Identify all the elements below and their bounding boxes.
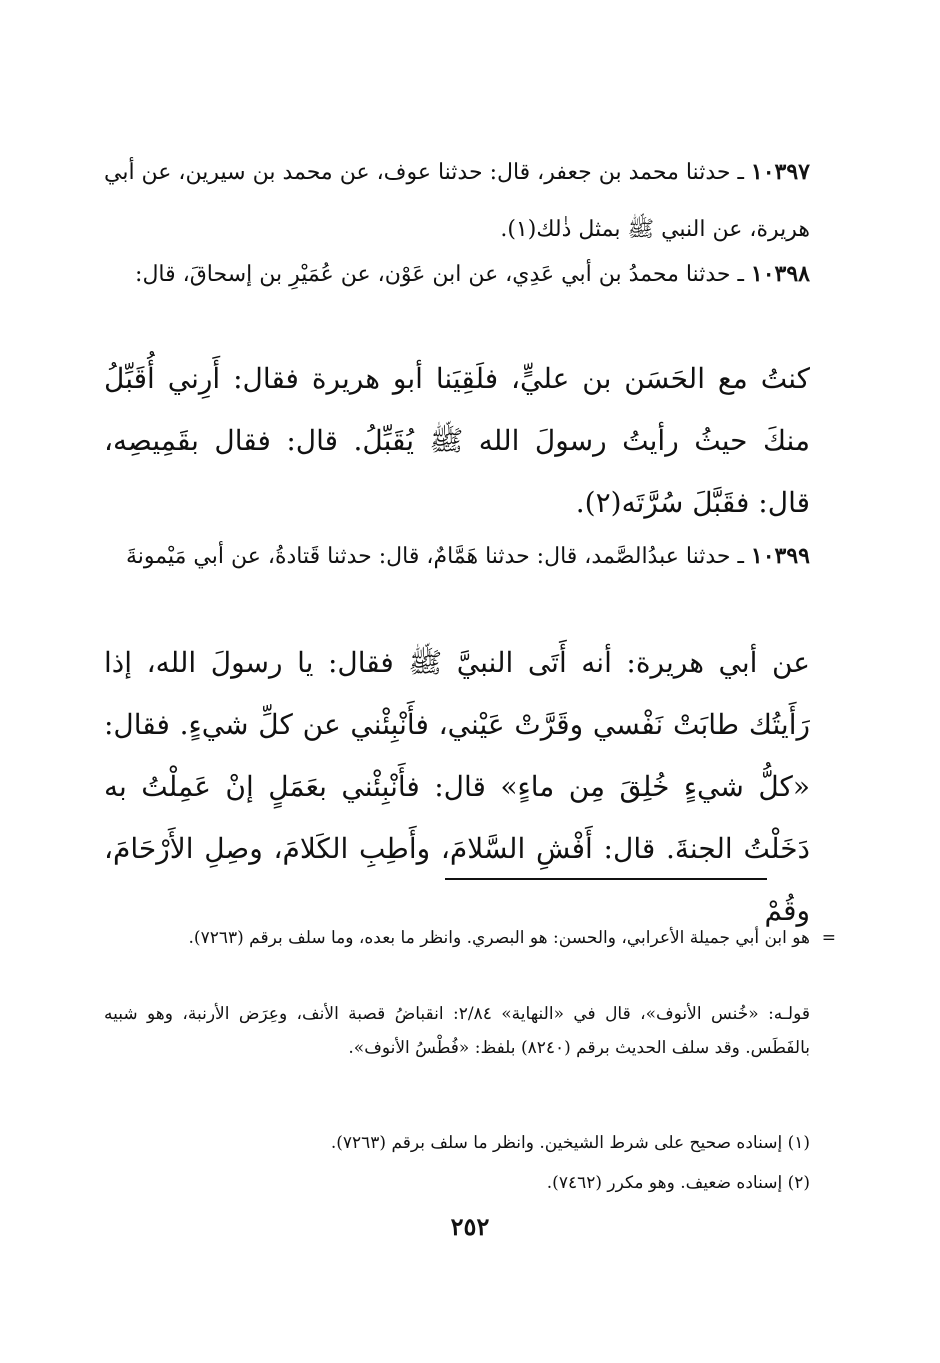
continuation-mark: = bbox=[821, 928, 836, 948]
hadith-text: ـ حدثنا محمد بن جعفر، قال: حدثنا عوف، عن محمد بن سيرين، عن أبي هريرة، عن النبي ﷺ بمثل ذٰلك(١). bbox=[103, 160, 810, 242]
hadith-number: ١٠٣٩٩ bbox=[750, 543, 810, 569]
footnote-2 bbox=[182, 1166, 810, 1200]
hadith-matn bbox=[104, 348, 810, 534]
hadith-number: ١٠٣٩٧ bbox=[750, 159, 810, 185]
hadith-10398 bbox=[104, 246, 810, 303]
footnote-separator bbox=[445, 878, 767, 880]
footnote-2-text: (٢) إسناده ضعيف. وهو مكرر (٧٤٦٢). bbox=[546, 1173, 810, 1193]
hadith-text: ـ حدثنا محمدُ بن أبي عَدِي، عن ابن عَوْن، عن عُمَيْرِ بن إسحاقَ، قال: bbox=[135, 262, 751, 287]
footnote-continuation bbox=[104, 921, 836, 955]
footnote-note bbox=[104, 997, 810, 1065]
hadith-10399 bbox=[104, 528, 810, 585]
hadith-text: ـ حدثنا عبدُالصَّمد، قال: حدثنا هَمَّامٌ، قال: حدثنا قَتادةُ، عن أبي مَيْمونةَ bbox=[126, 544, 751, 569]
matn-text: كنتُ مع الحَسَن بن عليٍّ، فلَقِيَنا أبو هريرة فقال: أَرِني أُقَبِّلُ منكَ حيثُ رأيتُ رسولَ الله ﷺ يُقَبِّلُ. قال: فقال بقَمِيصِه، قال: فقَبَّلَ سُرَّتَه(٢). bbox=[104, 362, 810, 519]
hadith-10397 bbox=[104, 144, 810, 258]
note-text: قولـه: «خُنس الأنوف»، قال في «النهاية» ٢/٨٤: انقباضُ قصبة الأنف، وعِرَض الأرنبة، وهو شبيه بالفَطَس. وقد سلف الحديث برقم (٨٢٤٠) بلفظ: «فُطْسُ الأنوف». bbox=[104, 1004, 810, 1058]
footnote-1-text: (١) إسناده صحيح على شرط الشيخين. وانظر ما سلف برقم (٧٢٦٣). bbox=[330, 1133, 810, 1153]
footnote-1 bbox=[182, 1126, 810, 1160]
hadith-number: ١٠٣٩٨ bbox=[750, 261, 810, 287]
hadith-matn bbox=[104, 632, 810, 942]
matn-text: عن أبي هريرة: أنه أَتَى النبيَّ ﷺ فقال: يا رسولَ الله، إذا رَأَيتُك طابَتْ نَفْسي وقَرَّتْ عَيْني، فأَنْبِئْني عن كلِّ شيءٍ. فقال: «كلُّ شيءٍ خُلِقَ مِن ماءٍ» قال: فأَنْبِئْني بعَمَلٍ إنْ عَمِلْتُ به دَخَلْتُ الجنةَ. قال: أَفْشِ السَّلامَ، وأَطِبِ الكَلامَ، وصِلِ الأَرْحَامَ، وقُمْ bbox=[104, 646, 810, 927]
continuation-text: هو ابن أبي جميلة الأعرابي، والحسن: هو البصري. وانظر ما بعده، وما سلف برقم (٧٢٦٣). bbox=[188, 928, 810, 948]
page-number: ٢٥٢ bbox=[450, 1212, 490, 1241]
